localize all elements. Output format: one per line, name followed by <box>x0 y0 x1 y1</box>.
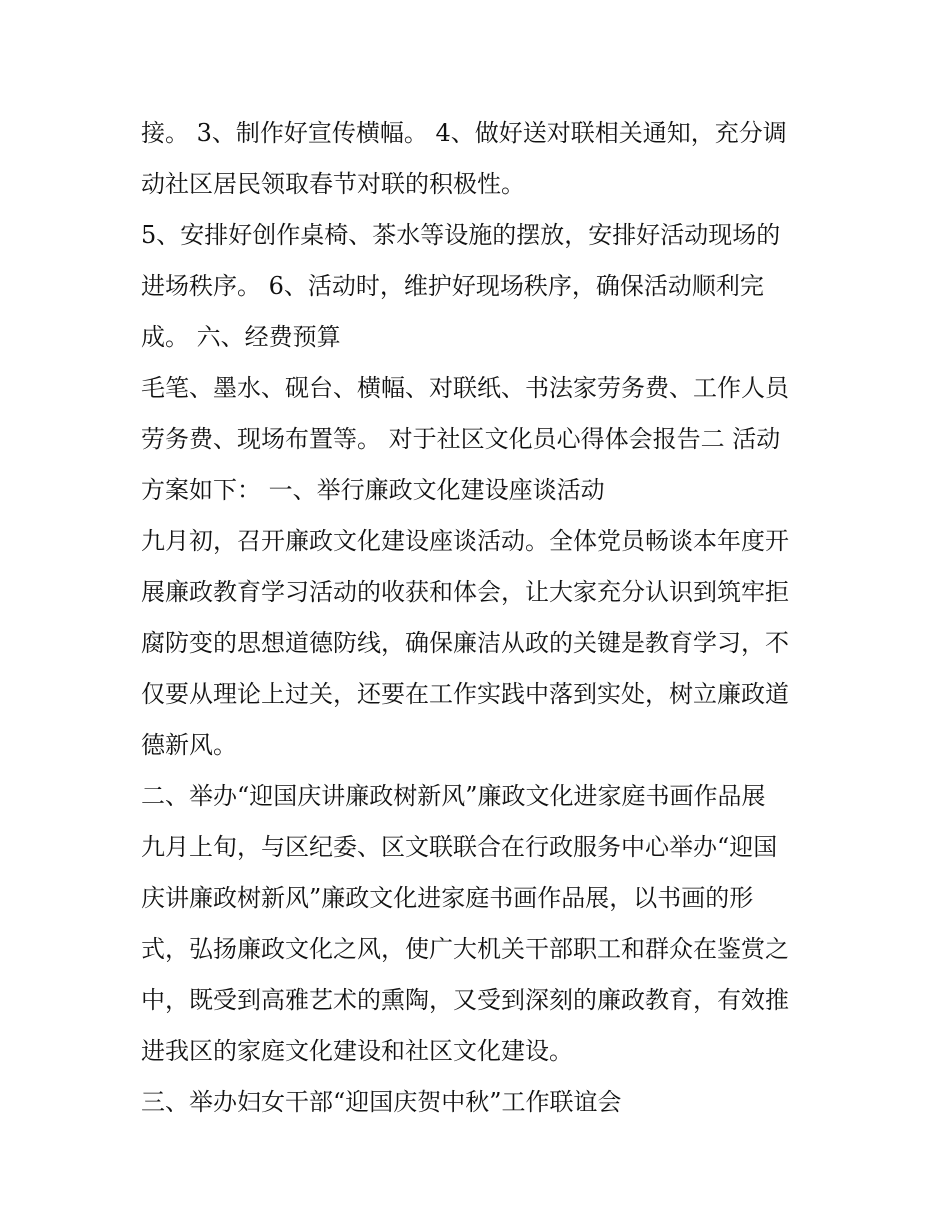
text-line: 德新风。 <box>141 731 237 759</box>
text-line: 动社区居民领取春节对联的积极性。 <box>141 170 525 198</box>
text-line: 劳务费、现场布置等。 对于社区文化员心得体会报告二 活动 <box>141 425 781 453</box>
text-line: 九月初，召开廉政文化建设座谈活动。全体党员畅谈本年度开 <box>141 527 789 555</box>
text-line: 5、安排好创作桌椅、茶水等设施的摆放，安排好活动现场的 <box>141 221 781 249</box>
text-line: 进我区的家庭文化建设和社区文化建设。 <box>141 1037 573 1065</box>
text-line: 成。 六、经费预算 <box>141 323 341 351</box>
text-line: 接。 3、制作好宣传横幅。 4、做好送对联相关通知，充分调 <box>141 119 787 147</box>
text-line: 进场秩序。 6、活动时，维护好现场秩序，确保活动顺利完 <box>141 272 764 300</box>
text-line: 式，弘扬廉政文化之风，使广大机关干部职工和群众在鉴赏之 <box>141 935 789 963</box>
text-line: 方案如下： 一、举行廉政文化建设座谈活动 <box>141 476 605 504</box>
text-line: 庆讲廉政树新风”廉政文化进家庭书画作品展，以书画的形 <box>141 884 754 912</box>
document-body <box>141 108 821 1128</box>
text-line: 九月上旬，与区纪委、区文联联合在行政服务中心举办“迎国 <box>141 833 778 861</box>
text-line: 中，既受到高雅艺术的熏陶，又受到深刻的廉政教育，有效推 <box>141 986 789 1014</box>
text-line: 仅要从理论上过关，还要在工作实践中落到实处，树立廉政道 <box>141 680 789 708</box>
text-line: 毛笔、墨水、砚台、横幅、对联纸、书法家劳务费、工作人员 <box>141 374 789 402</box>
text-line: 腐防变的思想道德防线，确保廉洁从政的关键是教育学习，不 <box>141 629 789 657</box>
text-line: 展廉政教育学习活动的收获和体会，让大家充分认识到筑牢拒 <box>141 578 789 606</box>
text-line: 二、举办“迎国庆讲廉政树新风”廉政文化进家庭书画作品展 <box>141 782 766 810</box>
text-line: 三、举办妇女干部“迎国庆贺中秋”工作联谊会 <box>141 1088 622 1116</box>
